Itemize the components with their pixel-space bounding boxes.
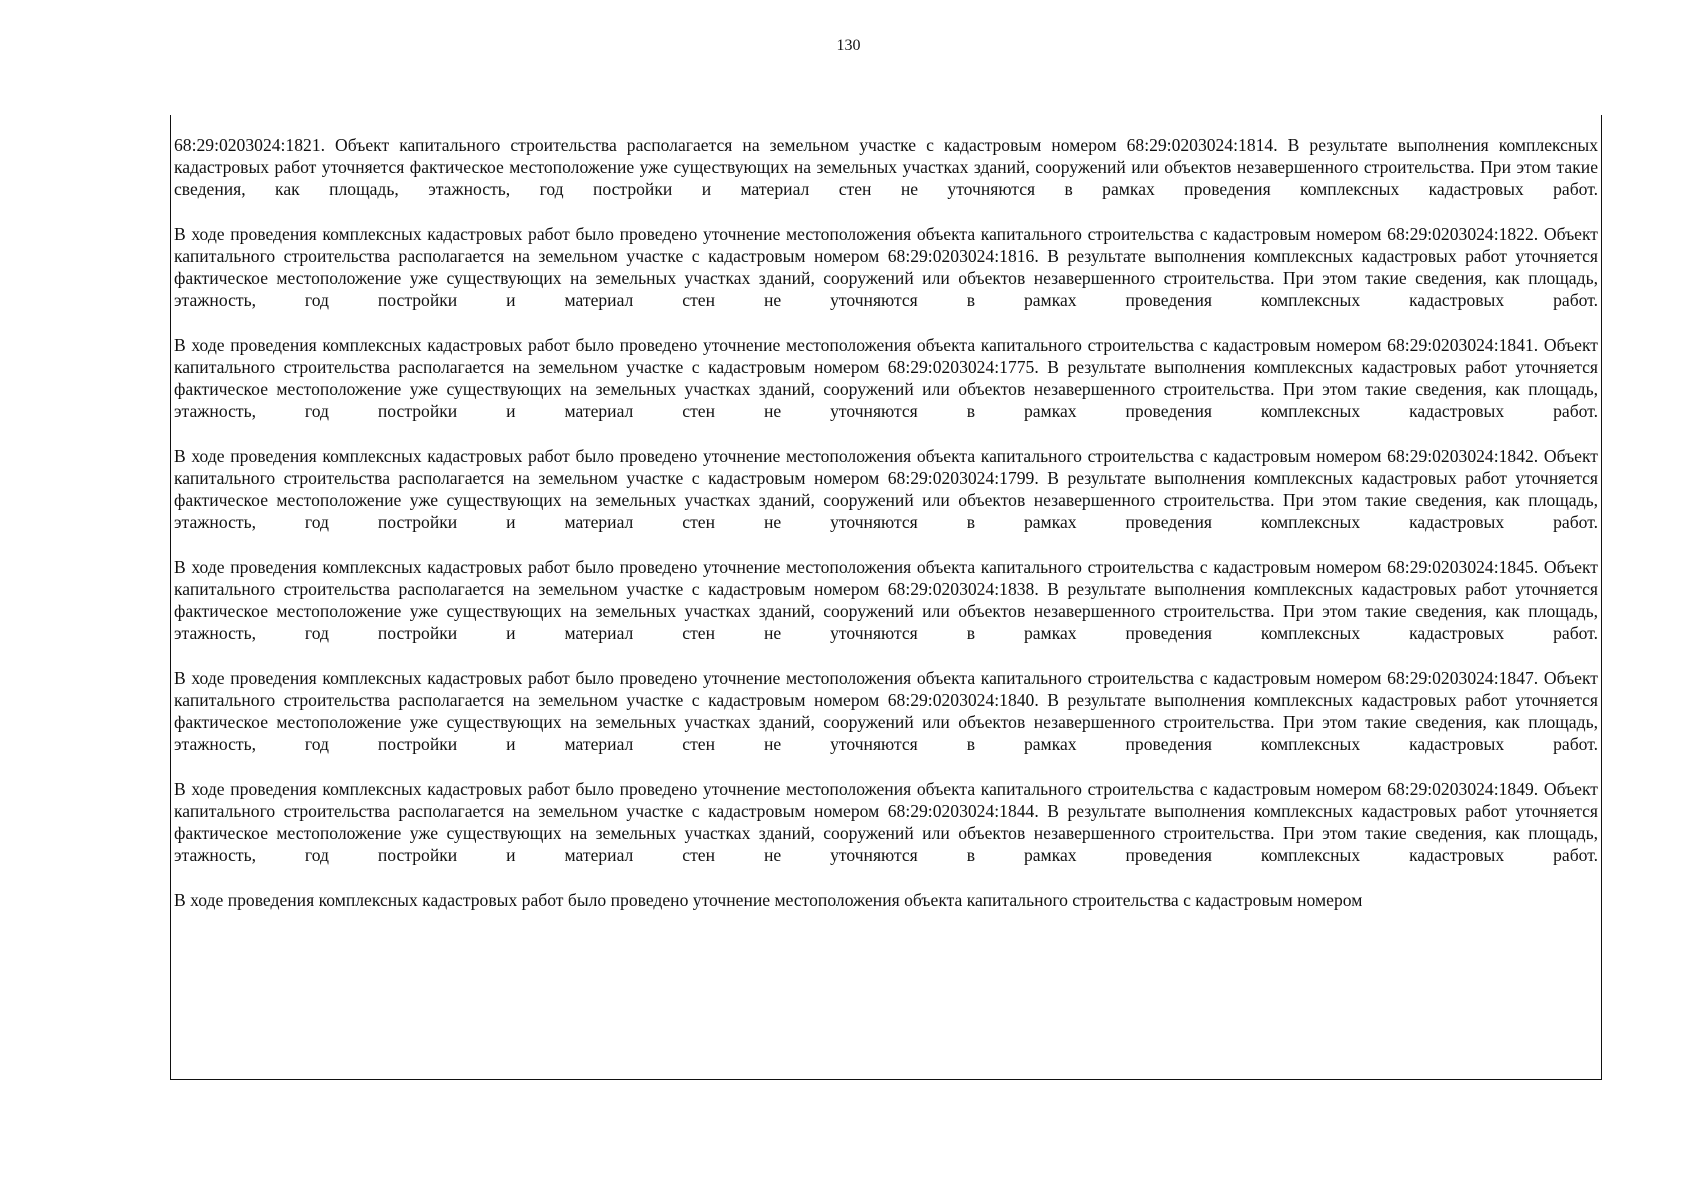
paragraph: В ходе проведения комплексных кадастровых работ было проведено уточнение местоположения объекта капитального строительства с кадастровым номером 68:29:0203024:1842. Объект капитального строительства располагается на земельном участке с кадастровым номером 68:29:0203024:1799. В результате выполнения комплексных кадастровых работ уточняется фактическое местоположение уже существующих на земельных участках зданий, сооружений или объектов незавершенного строительства. При этом такие сведения, как площадь, этажность, год постройки и материал стен не уточняются в рамках проведения комплексных кадастровых работ. — [174, 445, 1598, 533]
paragraph: В ходе проведения комплексных кадастровых работ было проведено уточнение местоположения объекта капитального строительства с кадастровым номером 68:29:0203024:1849. Объект капитального строительства располагается на земельном участке с кадастровым номером 68:29:0203024:1844. В результате выполнения комплексных кадастровых работ уточняется фактическое местоположение уже существующих на земельных участках зданий, сооружений или объектов незавершенного строительства. При этом такие сведения, как площадь, этажность, год постройки и материал стен не уточняются в рамках проведения комплексных кадастровых работ. — [174, 778, 1598, 866]
paragraph-partial: В ходе проведения комплексных кадастровых работ было проведено уточнение местоположения объекта капитального строительства с кадастровым номером — [174, 889, 1363, 910]
cell-text — [174, 134, 1598, 933]
page-number: 130 — [836, 37, 861, 54]
paragraph: 68:29:0203024:1821. Объект капитального строительства располагается на земельном участке с кадастровым номером 68:29:0203024:1814. В результате выполнения комплексных кадастровых работ уточняется фактическое местоположение уже существующих на земельных участках зданий, сооружений или объектов незавершенного строительства. При этом такие сведения, как площадь, этажность, год постройки и материал стен не уточняются в рамках проведения комплексных кадастровых работ. — [174, 135, 1598, 200]
paragraph: В ходе проведения комплексных кадастровых работ было проведено уточнение местоположения объекта капитального строительства с кадастровым номером 68:29:0203024:1845. Объект капитального строительства располагается на земельном участке с кадастровым номером 68:29:0203024:1838. В результате выполнения комплексных кадастровых работ уточняется фактическое местоположение уже существующих на земельных участках зданий, сооружений или объектов незавершенного строительства. При этом такие сведения, как площадь, этажность, год постройки и материал стен не уточняются в рамках проведения комплексных кадастровых работ. — [174, 556, 1598, 644]
table-cell-frame — [170, 115, 1602, 1080]
paragraph: В ходе проведения комплексных кадастровых работ было проведено уточнение местоположения объекта капитального строительства с кадастровым номером 68:29:0203024:1822. Объект капитального строительства располагается на земельном участке с кадастровым номером 68:29:0203024:1816. В результате выполнения комплексных кадастровых работ уточняется фактическое местоположение уже существующих на земельных участках зданий, сооружений или объектов незавершенного строительства. При этом такие сведения, как площадь, этажность, год постройки и материал стен не уточняются в рамках проведения комплексных кадастровых работ. — [174, 223, 1598, 311]
paragraph: В ходе проведения комплексных кадастровых работ было проведено уточнение местоположения объекта капитального строительства с кадастровым номером 68:29:0203024:1847. Объект капитального строительства располагается на земельном участке с кадастровым номером 68:29:0203024:1840. В результате выполнения комплексных кадастровых работ уточняется фактическое местоположение уже существующих на земельных участках зданий, сооружений или объектов незавершенного строительства. При этом такие сведения, как площадь, этажность, год постройки и материал стен не уточняются в рамках проведения комплексных кадастровых работ. — [174, 667, 1598, 755]
paragraph: В ходе проведения комплексных кадастровых работ было проведено уточнение местоположения объекта капитального строительства с кадастровым номером 68:29:0203024:1841. Объект капитального строительства располагается на земельном участке с кадастровым номером 68:29:0203024:1775. В результате выполнения комплексных кадастровых работ уточняется фактическое местоположение уже существующих на земельных участках зданий, сооружений или объектов незавершенного строительства. При этом такие сведения, как площадь, этажность, год постройки и материал стен не уточняются в рамках проведения комплексных кадастровых работ. — [174, 334, 1598, 422]
